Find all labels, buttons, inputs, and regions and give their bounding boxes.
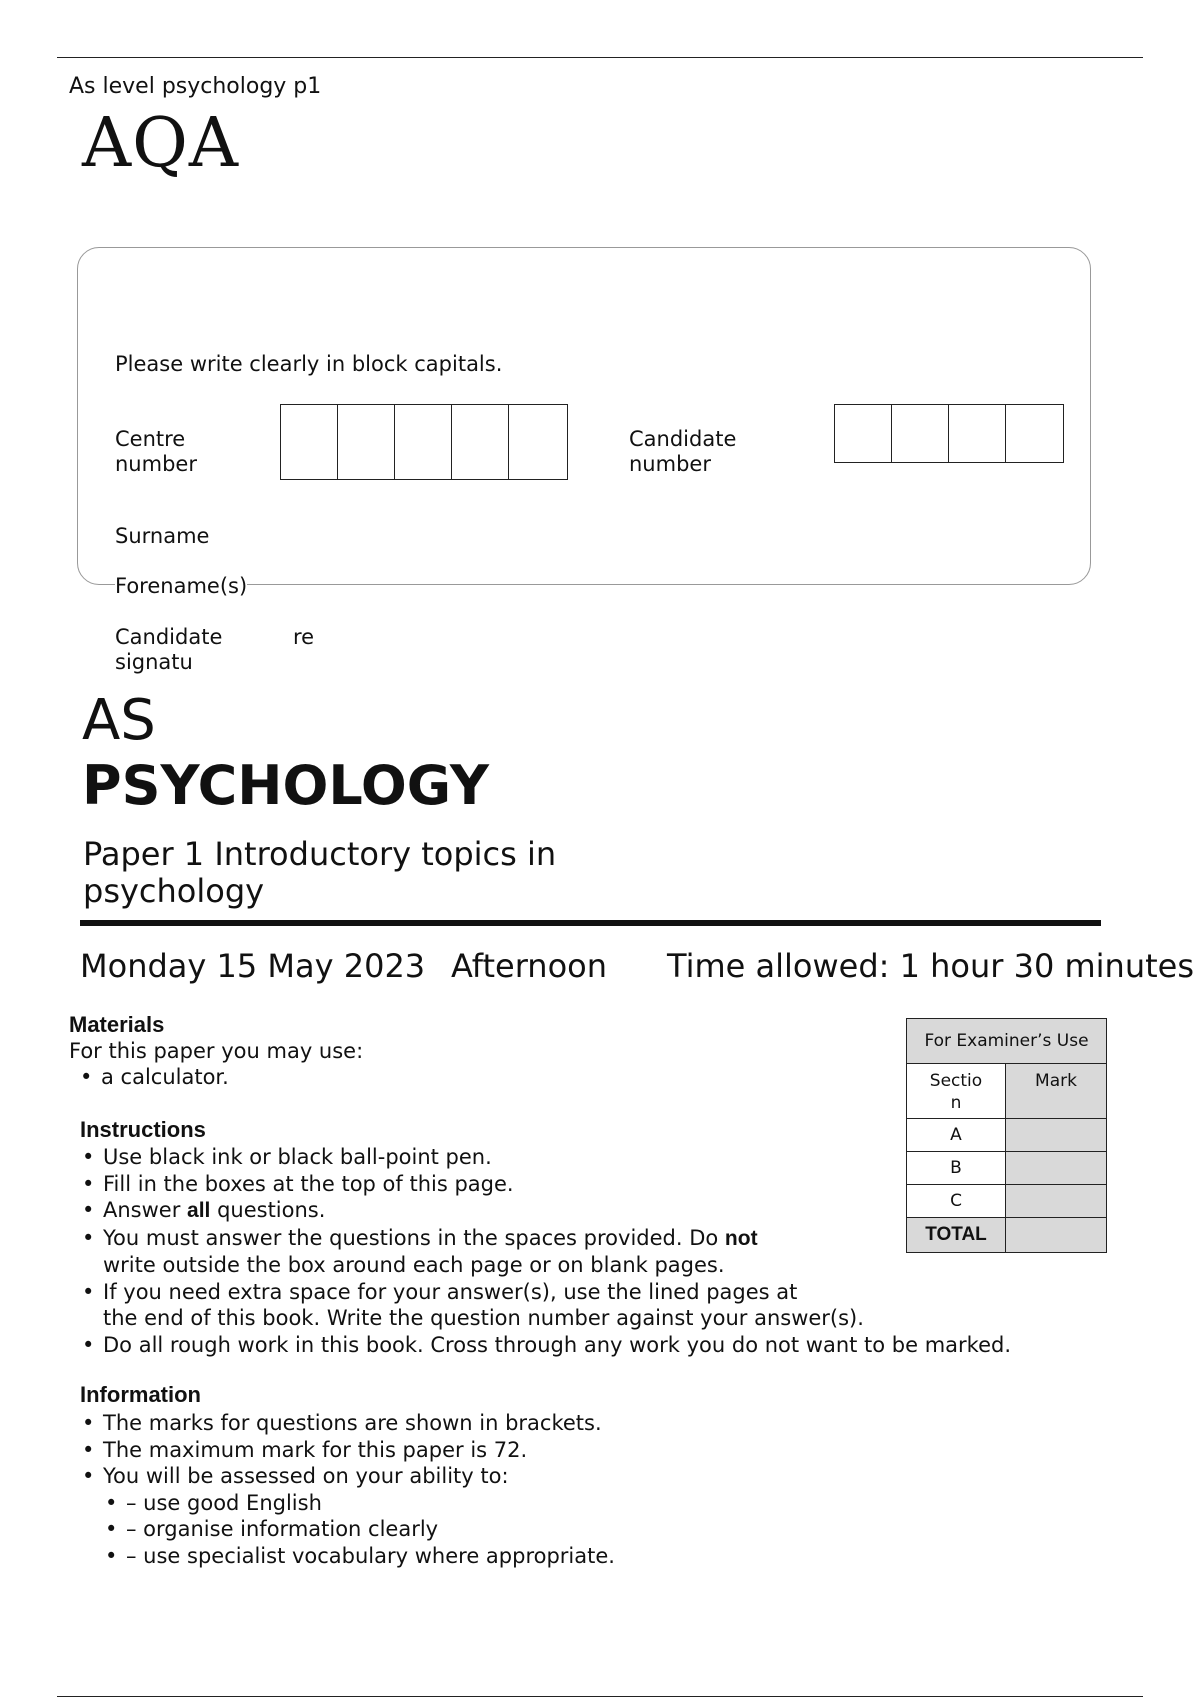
candidate-number-box[interactable] <box>949 405 1006 462</box>
document-title: As level psychology p1 <box>69 74 322 99</box>
time-allowed: Time allowed: 1 hour 30 minutes <box>667 947 1194 985</box>
candidate-signature-label-fragment: re <box>293 625 315 649</box>
list-item: • – use specialist vocabulary where appropriate. <box>103 1543 1080 1570</box>
materials-heading: Materials <box>69 1012 165 1037</box>
centre-number-boxes[interactable] <box>280 404 568 480</box>
mark-column-header: Mark <box>1006 1064 1107 1119</box>
list-item: • – use good English <box>103 1490 1080 1517</box>
candidate-number-box[interactable] <box>835 405 892 462</box>
list-item: • Use black ink or black ball-point pen. <box>80 1144 1080 1171</box>
candidate-number-boxes[interactable] <box>834 404 1064 463</box>
section-c-cell: C <box>907 1185 1006 1218</box>
exam-session: Afternoon <box>451 947 607 985</box>
candidate-number-box[interactable] <box>892 405 949 462</box>
centre-number-box[interactable] <box>281 405 338 479</box>
candidate-signature-label: Candidate signatu <box>115 625 223 674</box>
candidate-number-box[interactable] <box>1006 405 1063 462</box>
top-rule <box>57 57 1143 58</box>
list-item: • You must answer the questions in the spaces provided. Do not write outside the box around each page or on blank pages. <box>80 1225 1080 1279</box>
bottom-rule <box>57 1696 1143 1697</box>
materials-list <box>78 1064 229 1091</box>
centre-number-label: Centre number <box>115 427 197 476</box>
list-item: • a calculator. <box>78 1064 229 1091</box>
mark-cell <box>1006 1152 1107 1185</box>
paper-title: Paper 1 Introductory topics in psychology <box>83 835 557 910</box>
list-item: • You will be assessed on your ability to: • – use good English • – organise information clearly • – use specialist vocabulary where appropriate. <box>80 1463 1080 1569</box>
surname-label: Surname <box>115 524 210 548</box>
assessment-sublist <box>103 1490 1080 1570</box>
mark-cell <box>1006 1185 1107 1218</box>
list-item: • Do all rough work in this book. Cross through any work you do not want to be marked. <box>80 1332 1080 1359</box>
information-heading: Information <box>80 1382 201 1407</box>
instructions-heading: Instructions <box>80 1117 206 1142</box>
total-mark-cell <box>1006 1218 1107 1253</box>
centre-number-box[interactable] <box>509 405 566 479</box>
list-item: • – organise information clearly <box>103 1516 1080 1543</box>
examiner-table-title: For Examiner’s Use <box>907 1019 1107 1064</box>
subject-name: PSYCHOLOGY <box>82 754 490 817</box>
list-item: • The maximum mark for this paper is 72. <box>80 1437 1080 1464</box>
qualification-level: AS <box>82 688 156 753</box>
title-divider <box>80 920 1101 926</box>
examiner-use-table <box>906 1018 1107 1253</box>
total-label: TOTAL <box>907 1218 1006 1253</box>
list-item: • Answer all questions. <box>80 1197 1080 1225</box>
section-column-header: Sectio n <box>907 1064 1006 1119</box>
block-capitals-instruction: Please write clearly in block capitals. <box>115 352 503 376</box>
section-b-cell: B <box>907 1152 1006 1185</box>
centre-number-box[interactable] <box>338 405 395 479</box>
materials-intro: For this paper you may use: <box>69 1039 364 1063</box>
list-item: • The marks for questions are shown in brackets. <box>80 1410 1080 1437</box>
information-list <box>80 1410 1080 1569</box>
section-a-cell: A <box>907 1119 1006 1152</box>
list-item: • Fill in the boxes at the top of this page. <box>80 1171 1080 1198</box>
aqa-logo: AQA <box>82 104 239 183</box>
forenames-label: Forename(s) <box>115 574 248 598</box>
list-item: • If you need extra space for your answer(s), use the lined pages at the end of this book. Write the question number against your answer(s). <box>80 1279 1080 1332</box>
centre-number-box[interactable] <box>452 405 509 479</box>
mark-cell <box>1006 1119 1107 1152</box>
candidate-number-label: Candidate number <box>629 427 737 476</box>
centre-number-box[interactable] <box>395 405 452 479</box>
exam-date: Monday 15 May 2023 <box>80 947 426 985</box>
